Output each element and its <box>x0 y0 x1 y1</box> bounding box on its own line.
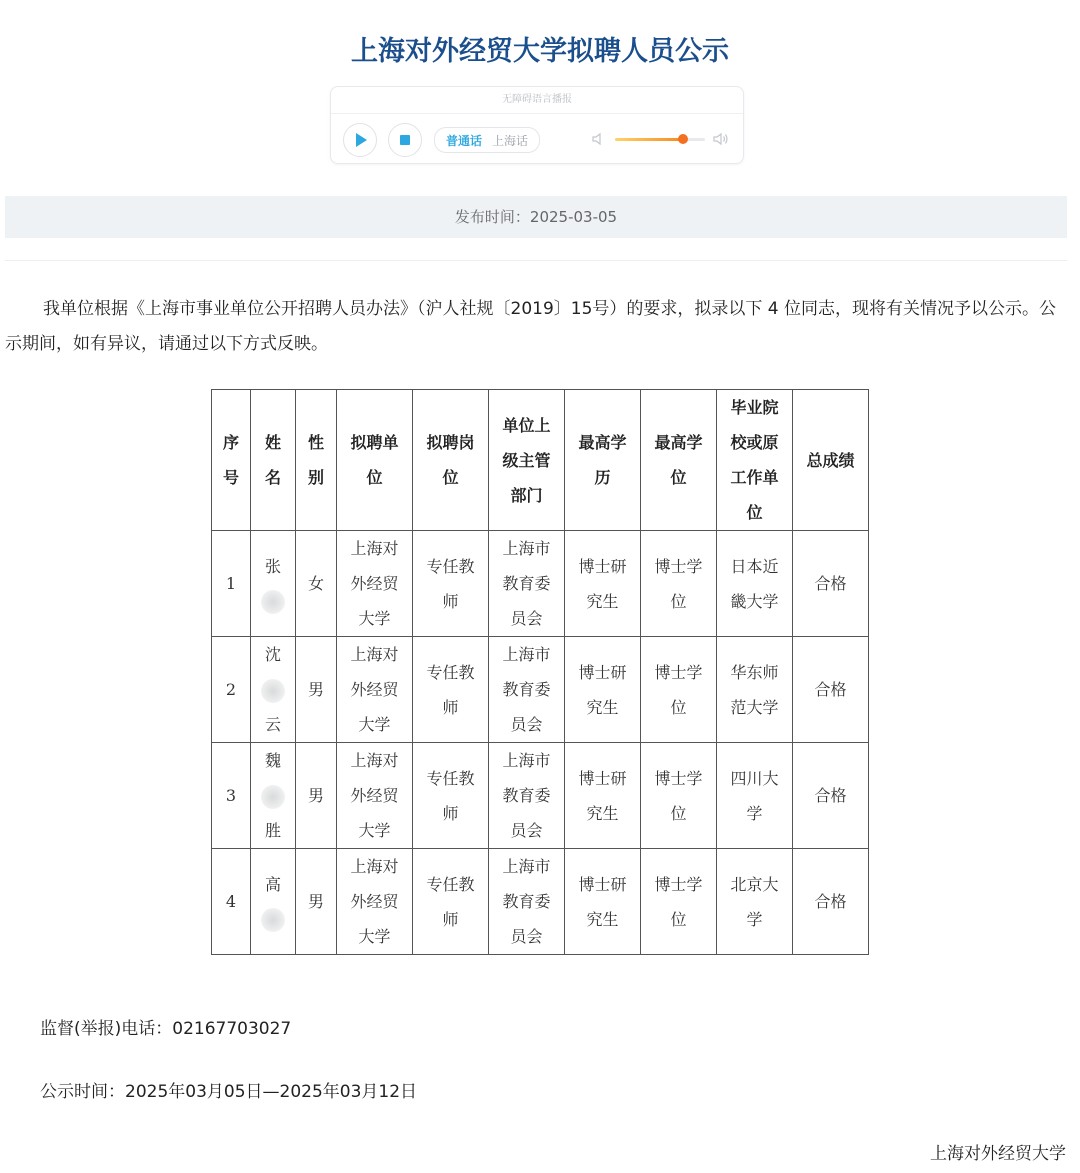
publicity-period: 公示时间：2025年03月05日—2025年03月12日 <box>40 1082 418 1102</box>
cell-no: 4 <box>212 849 251 955</box>
player-caption: 无障碍语言播报 <box>331 87 743 114</box>
volume-slider[interactable] <box>615 138 705 141</box>
cell-no: 1 <box>212 531 251 637</box>
intro-paragraph: 我单位根据《上海市事业单位公开招聘人员办法》（沪人社规〔2019〕15号）的要求，拟录以下 4 位同志，现将有关情况予以公示。公示期间，如有异议，请通过以下方式反映。 <box>5 299 1057 354</box>
play-icon <box>356 133 367 147</box>
stop-icon <box>400 135 410 145</box>
cell-score: 合格 <box>793 849 869 955</box>
signature: 上海对外经贸大学 <box>930 1144 1066 1164</box>
name-last-char: 云 <box>264 715 281 734</box>
cell-gender: 男 <box>296 849 337 955</box>
cell-degree: 博士学位 <box>641 531 717 637</box>
cell-score: 合格 <box>793 743 869 849</box>
cell-degree: 博士学位 <box>641 743 717 849</box>
cell-school: 日本近畿大学 <box>717 531 793 637</box>
divider <box>5 260 1067 261</box>
cell-degree: 博士学位 <box>641 637 717 743</box>
column-header: 序号 <box>212 390 251 531</box>
column-header: 最高学位 <box>641 390 717 531</box>
volume-low-icon[interactable] <box>591 131 607 147</box>
volume-slider-knob[interactable] <box>678 134 688 144</box>
blur-mask <box>261 908 285 932</box>
table-row <box>212 849 869 955</box>
cell-school: 四川大学 <box>717 743 793 849</box>
language-switch <box>434 127 540 153</box>
column-header: 拟聘单位 <box>337 390 413 531</box>
cell-dept: 上海市教育委员会 <box>489 849 565 955</box>
name-first-char: 高 <box>264 874 281 894</box>
column-header: 总成绩 <box>793 390 869 531</box>
cell-no: 3 <box>212 743 251 849</box>
cell-dept: 上海市教育委员会 <box>489 531 565 637</box>
name-cell <box>251 531 296 637</box>
cell-no: 2 <box>212 637 251 743</box>
cell-unit: 上海对外经贸大学 <box>337 849 413 955</box>
cell-edu: 博士研究生 <box>565 849 641 955</box>
cell-post: 专任教师 <box>413 531 489 637</box>
cell-edu: 博士研究生 <box>565 637 641 743</box>
name-redacted <box>261 778 285 813</box>
cell-post: 专任教师 <box>413 637 489 743</box>
blur-mask <box>261 590 285 614</box>
column-header: 最高学历 <box>565 390 641 531</box>
cell-gender: 男 <box>296 743 337 849</box>
lang-mandarin-option[interactable]: 普通话 <box>446 133 483 148</box>
name-first-char: 张 <box>264 556 281 576</box>
name-cell <box>251 849 296 955</box>
column-header: 姓名 <box>251 390 296 531</box>
cell-unit: 上海对外经贸大学 <box>337 637 413 743</box>
table-row <box>212 531 869 637</box>
column-header: 性别 <box>296 390 337 531</box>
name-cell <box>251 637 296 743</box>
column-header: 拟聘岗位 <box>413 390 489 531</box>
candidates-table <box>211 389 869 955</box>
name-redacted <box>261 584 285 619</box>
name-cell <box>251 743 296 849</box>
blur-mask <box>261 679 285 703</box>
column-header: 毕业院校或原工作单位 <box>717 390 793 531</box>
name-first-char: 沈 <box>264 645 281 664</box>
cell-school: 华东师范大学 <box>717 637 793 743</box>
play-button[interactable] <box>343 123 377 157</box>
name-last-char: 胜 <box>264 821 281 840</box>
cell-post: 专任教师 <box>413 743 489 849</box>
column-header: 单位上级主管部门 <box>489 390 565 531</box>
cell-edu: 博士研究生 <box>565 531 641 637</box>
table-row <box>212 743 869 849</box>
cell-score: 合格 <box>793 637 869 743</box>
cell-gender: 男 <box>296 637 337 743</box>
cell-unit: 上海对外经贸大学 <box>337 743 413 849</box>
table-row <box>212 637 869 743</box>
cell-dept: 上海市教育委员会 <box>489 743 565 849</box>
name-first-char: 魏 <box>264 751 281 770</box>
stop-button[interactable] <box>388 123 422 157</box>
audio-player <box>330 86 744 164</box>
name-redacted <box>261 902 285 937</box>
cell-score: 合格 <box>793 531 869 637</box>
cell-school: 北京大学 <box>717 849 793 955</box>
table-header-row <box>212 390 869 531</box>
blur-mask <box>261 785 285 809</box>
name-redacted <box>261 672 285 707</box>
cell-gender: 女 <box>296 531 337 637</box>
cell-post: 专任教师 <box>413 849 489 955</box>
page-title: 上海对外经贸大学拟聘人员公示 <box>351 36 729 67</box>
cell-edu: 博士研究生 <box>565 743 641 849</box>
lang-shanghainese-option[interactable]: 上海话 <box>492 133 529 148</box>
cell-dept: 上海市教育委员会 <box>489 637 565 743</box>
volume-high-icon[interactable] <box>713 131 729 147</box>
hotline-text: 监督(举报)电话：02167703027 <box>40 1019 292 1039</box>
volume-slider-fill <box>615 138 683 141</box>
cell-degree: 博士学位 <box>641 849 717 955</box>
cell-unit: 上海对外经贸大学 <box>337 531 413 637</box>
publish-date: 发布时间：2025-03-05 <box>5 196 1067 238</box>
